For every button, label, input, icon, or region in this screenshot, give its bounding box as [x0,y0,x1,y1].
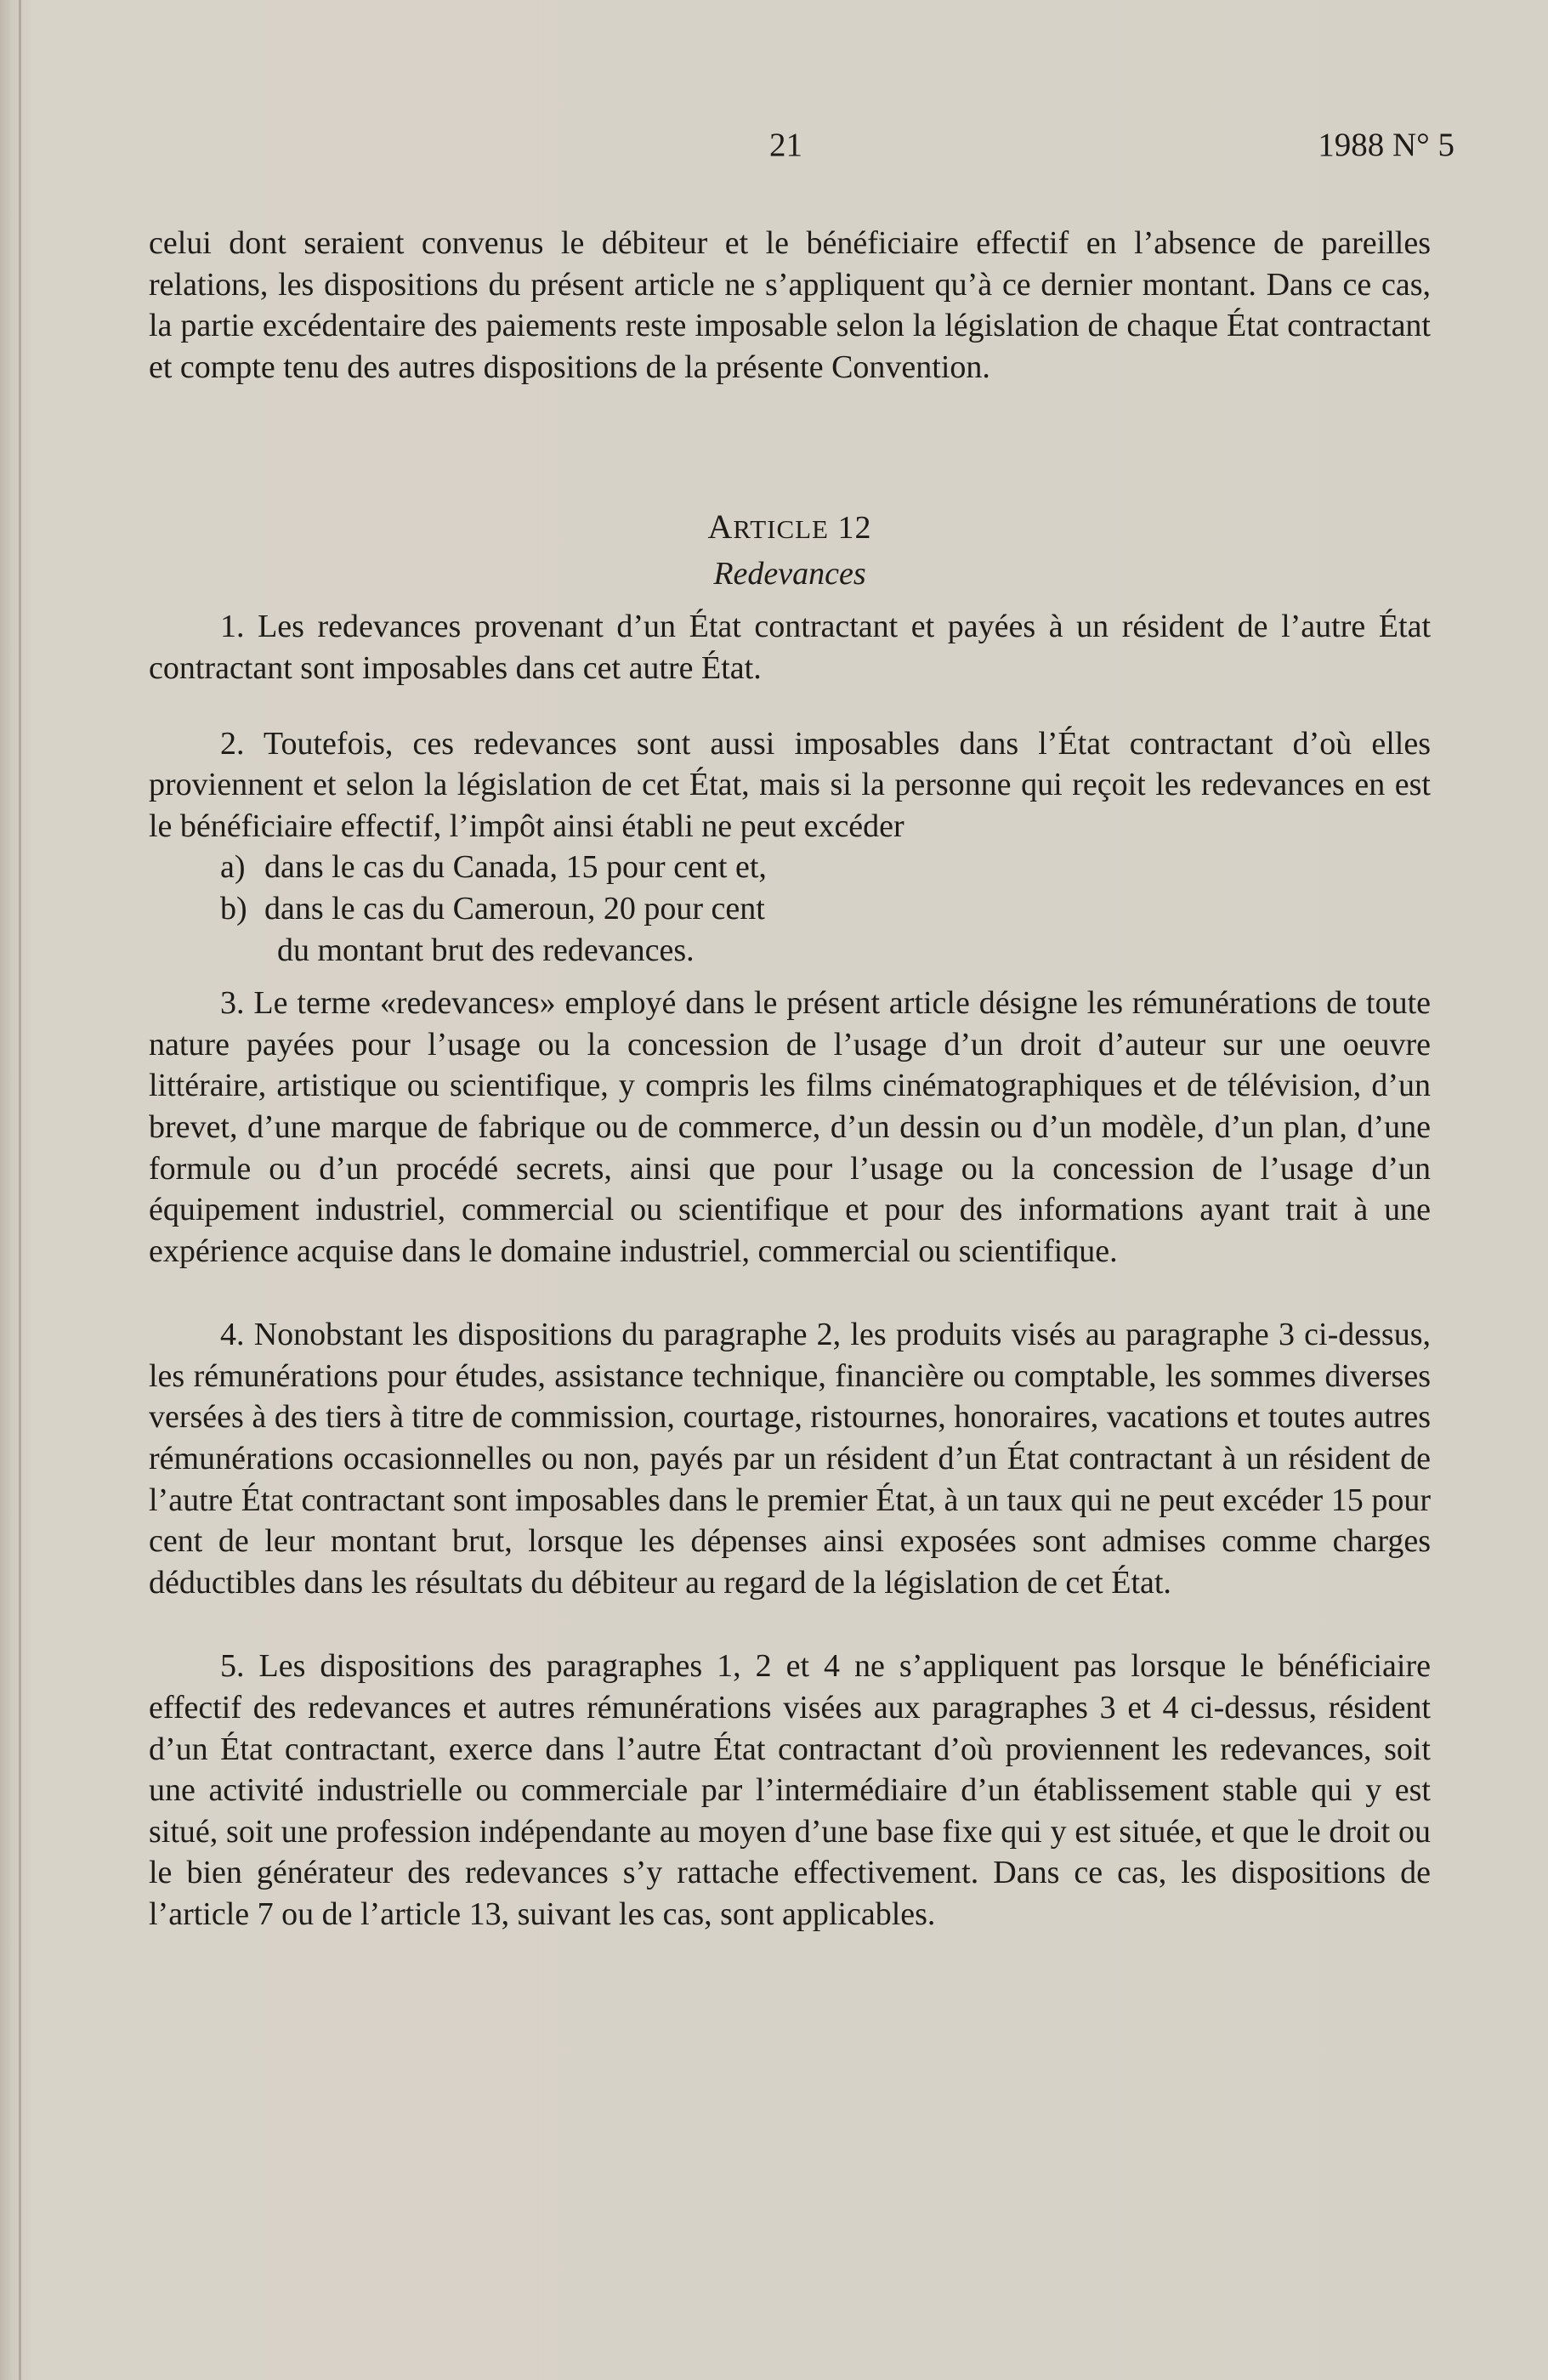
list-item-a-text: dans le cas du Canada, 15 pour cent et, [264,849,767,886]
list-item-b-label: b) [220,890,247,926]
intro-paragraph: celui dont seraient convenus le débiteur et le bénéficiaire effectif en l’absence de pareilles relations, les dispositions du présent article ne s’appliquent qu’à ce dernier montant. Dans ce cas, la partie excédentaire des paiements reste imposable selon la législation de chaque État contractant et compte tenu des autres dispositions de la présente Convention. [149,225,1431,385]
article-heading-word: RTICLE [733,514,829,545]
list-item-b-text: dans le cas du Cameroun, 20 pour cent [264,890,765,926]
page-number: 21 [769,127,802,163]
list-continuation: du montant brut des redevances. [277,932,695,968]
paragraph-2: 2. Toutefois, ces redevances sont aussi imposables dans l’État contractant d’où elles proviennent et selon la législation de cet État, mais si la personne qui reçoit les redevances en est le bénéficiaire effectif, l’impôt ainsi établi ne peut excéder [149,725,1431,844]
article-heading [149,507,1431,550]
paragraph-1: 1. Les redevances provenant d’un État contractant et payées à un résident de l’autre État contractant sont imposables dans cet autre État. [149,609,1431,686]
page-header [0,117,1548,168]
article-heading-initial: A [707,507,734,547]
article-number: 12 [837,510,872,547]
paragraph-4: 4. Nonobstant les dispositions du paragraphe 2, les produits visés au paragraphe 3 ci-dessus, les rémunérations pour études, assistance technique, financière ou comptable, les sommes diverses versées à des tiers à titre de commission, courtage, ristournes, honoraires, vacations et toutes autres rémunérations occasionnelles ou non, payés par un résident d’un État contractant à un résident de l’autre État contractant sont imposables dans le premier État, à un taux qui ne peut excéder 15 pour cent de leur montant brut, lorsque les dépenses ainsi exposées sont admises comme charges déductibles dans les résultats du débiteur au regard de la législation de cet État. [149,1317,1431,1601]
document-body [149,223,1431,1935]
binding-gutter [19,0,21,2380]
article-subtitle: Redevances [713,556,866,592]
list-item-a [149,847,1431,888]
paragraph-3: 3. Le terme «redevances» employé dans le présent article désigne les rémunérations de toute nature payées pour l’usage ou la concession de l’usage d’un droit d’auteur sur une oeuvre littéraire, artistique ou scientifique, y compris les films cinématographiques et de télévision, d’un brevet, d’une marque de fabrique ou de commerce, d’un dessin ou d’un modèle, d’un plan, d’une formule ou d’un procédé secrets, ainsi que pour l’usage ou la concession de l’usage d’un équipement industriel, commercial ou scientifique et pour des informations ayant trait à une expérience acquise dans le domaine industriel, commercial ou scientifique. [149,985,1431,1269]
paragraph-5: 5. Les dispositions des paragraphes 1, 2 et 4 ne s’appliquent pas lorsque le bénéficiaire effectif des redevances et autres rémunérations visées aux paragraphes 3 et 4 ci-dessus, résident d’un État contractant, exerce dans l’autre État contractant d’où proviennent les redevances, soit une activité industrielle ou commerciale par l’intermédiaire d’un établissement stable qui y est situé, soit une profession indépendante au moyen d’une base fixe qui y est située, et que le droit ou le bien générateur des redevances s’y rattache effectivement. Dans ce cas, les dispositions de l’article 7 ou de l’article 13, suivant les cas, sont applicables. [149,1648,1431,1932]
publication-reference: 1988 N° 5 [1318,127,1454,163]
list-item-a-label: a) [220,849,246,886]
list-item-b [149,888,1431,930]
